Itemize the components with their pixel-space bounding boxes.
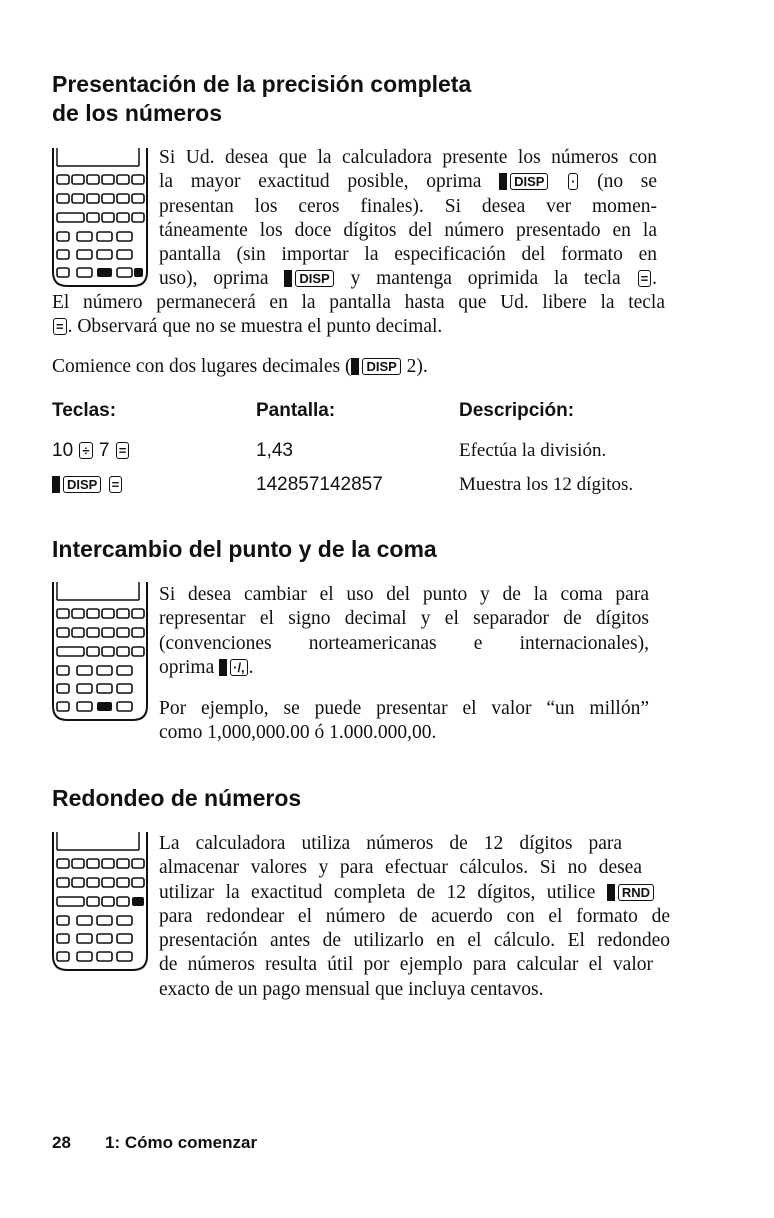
text-line: almacenar valores y para efectuar cálculos. Si no desea <box>159 857 642 879</box>
text-line: presentan los ceros finales). Si desea ver momen- <box>159 195 657 217</box>
calculator-keyboard-icon <box>50 580 150 722</box>
row2-display: 142857142857 <box>256 474 383 495</box>
paragraph-full-precision <box>159 146 657 292</box>
shift-key-icon <box>219 659 227 676</box>
text: Comience con dos lugares decimales ( <box>52 356 352 377</box>
disp-key: DISP <box>63 476 101 493</box>
text-line <box>52 315 665 339</box>
chapter-title: 1: Cómo comenzar <box>105 1133 258 1152</box>
text-line: representar el signo decimal y el separador de dígitos <box>159 608 649 630</box>
divide-key: ÷ <box>79 442 92 459</box>
header-display: Pantalla: <box>256 400 336 421</box>
row1-description: Efectúa la división. <box>459 440 607 461</box>
shift-key-icon <box>351 358 359 375</box>
equals-key: = <box>109 476 123 493</box>
row2-description: Muestra los 12 dígitos. <box>459 474 634 495</box>
shift-key-icon <box>284 270 292 287</box>
disp-key: DISP <box>510 173 548 190</box>
text: oprima <box>159 656 215 678</box>
row1-display: 1,43 <box>256 440 293 461</box>
text-line: exacto de un pago mensual que incluya centavos. <box>159 978 544 1000</box>
equals-key: = <box>53 318 67 335</box>
text: (no se <box>597 171 658 193</box>
shift-key-icon <box>607 884 615 901</box>
text-line: pantalla (sin importar la especificación del formato en <box>159 244 657 266</box>
calculator-keyboard-icon <box>50 830 150 972</box>
dot-key: · <box>568 173 578 190</box>
number: 10 <box>52 440 74 461</box>
point-comma-key: ·/, <box>230 659 248 676</box>
text-line: de números resulta útil por ejemplo para calcular el valor <box>159 954 653 976</box>
section-title-rounding: Redondeo de números <box>52 785 302 811</box>
text-line: (convenciones norteamericanas e internacionales), <box>159 632 649 654</box>
shift-key-icon <box>499 173 507 190</box>
text-line <box>159 881 670 905</box>
header-keys: Teclas: <box>52 400 117 421</box>
section-title-full-precision <box>52 70 471 128</box>
text-line: Por ejemplo, se puede presentar el valor “un millón” <box>159 698 649 719</box>
text-line: como 1,000,000.00 ó 1.000.000,00. <box>159 722 437 744</box>
equals-key: = <box>638 270 652 287</box>
text-line: Si Ud. desea que la calculadora presente los números con <box>159 147 657 168</box>
paragraph-full-precision-cont <box>52 291 665 340</box>
header-description: Descripción: <box>459 400 575 421</box>
text-line: táneamente los doce dígitos del número presentado en la <box>159 219 657 241</box>
calculator-keyboard-icon <box>50 146 150 288</box>
text: uso), oprima <box>159 268 269 290</box>
text-line: La calculadora utiliza números de 12 dígitos para <box>159 833 622 854</box>
text: utilizar la exactitud completa de 12 dígitos, utilice <box>159 881 596 903</box>
row2-keys <box>52 474 123 496</box>
text: 2). <box>406 356 428 377</box>
equals-key: = <box>116 442 130 459</box>
title-line: de los números <box>52 100 222 126</box>
text: . Observará que no se muestra el punto decimal. <box>67 316 443 338</box>
text-line <box>159 170 657 194</box>
paragraph-rounding <box>159 832 670 1002</box>
text: y mantenga oprimida la tecla <box>350 268 621 290</box>
paragraph-point-comma <box>159 583 649 680</box>
text-line: para redondear el número de acuerdo con el formato de <box>159 905 670 927</box>
paragraph-example <box>159 697 649 746</box>
page-number: 28 <box>52 1133 71 1152</box>
text-line <box>159 656 649 680</box>
title-line: Presentación de la precisión completa <box>52 71 472 97</box>
text: la mayor exactitud posible, oprima <box>159 171 482 193</box>
number: 7 <box>98 440 110 461</box>
text-line: Si desea cambiar el uso del punto y de la coma para <box>159 584 649 605</box>
disp-key: DISP <box>362 358 400 375</box>
text-line: El número permanecerá en la pantalla hasta que Ud. libere la tecla <box>52 292 665 313</box>
text-line: presentación antes de utilizarlo en el cálculo. El redondeo <box>159 930 670 952</box>
text-line: uso), oprima DISP y mantenga oprimida la tecla = . <box>159 268 658 290</box>
rnd-key: RND <box>618 884 654 901</box>
shift-key-icon <box>52 476 60 493</box>
paragraph-start-decimals <box>52 355 672 379</box>
text: . <box>248 656 254 678</box>
disp-key: DISP <box>295 270 333 287</box>
section-title-point-comma: Intercambio del punto y de la coma <box>52 536 437 562</box>
row1-keys <box>52 440 130 462</box>
